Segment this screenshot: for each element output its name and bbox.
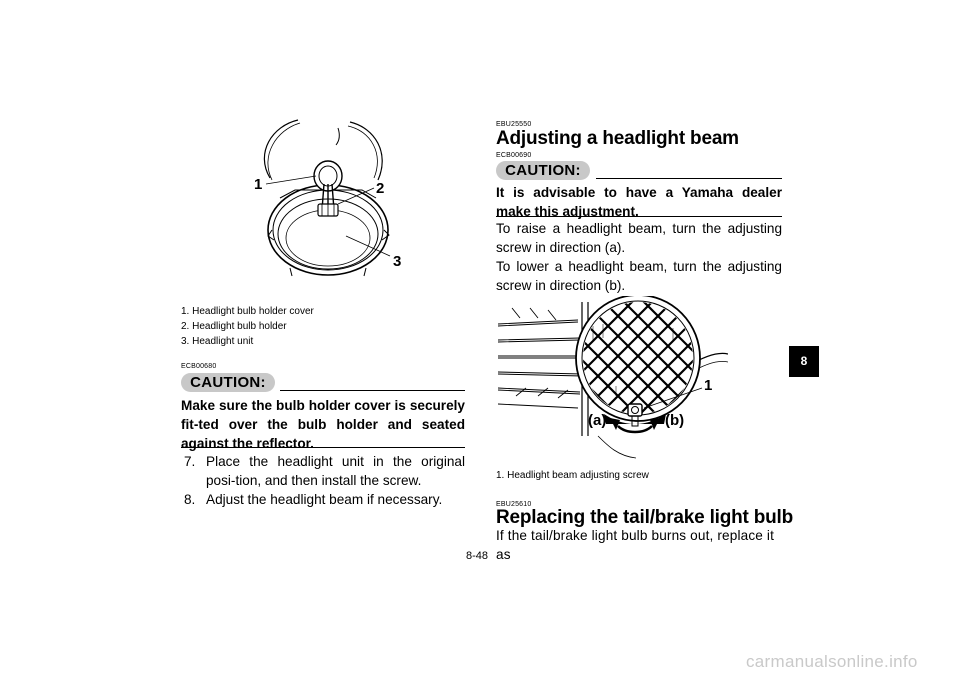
caution-text-right: It is advisable to have a Yamaha dealer make this adjustment. [496,185,782,219]
section1-paragraph-2: To lower a headlight beam, turn the adjusting screw in direction (b). [496,259,782,293]
caution-label-right: CAUTION: [496,161,590,180]
section1-paragraph-1: To raise a headlight beam, turn the adjusting screw in direction (a). [496,221,782,255]
caution-code-left: ECB00680 [181,363,217,370]
figure1-caption-1: 1. Headlight bulb holder cover [181,306,314,317]
chapter-tab[interactable]: 8 [789,346,819,377]
figure1-caption-3: 3. Headlight unit [181,336,254,347]
figure1-callout-2: 2 [376,180,385,197]
figure1-caption-2: 2. Headlight bulb holder [181,321,287,332]
caution-rule-top-left [280,390,465,391]
caution-rule-bottom-left [181,447,465,448]
step-8-text: Adjust the headlight beam if necessary. [206,492,443,507]
caution-rule-bottom-right [496,216,782,217]
caution-code-right: ECB00690 [496,152,532,159]
figure1-callout-1: 1 [254,176,263,193]
figure1-captions [181,304,461,349]
step-8 [184,490,465,509]
headlight-adjust-illustration [498,296,728,461]
section1-code: EBU25550 [496,121,532,128]
caution-label-left: CAUTION: [181,373,275,392]
section1-title: Adjusting a headlight beam [496,128,739,149]
figure2-caption: 1. Headlight beam adjusting screw [496,470,649,481]
page-number: 8-48 [466,550,489,562]
headlight-unit-illustration [250,118,410,293]
section2-code: EBU25610 [496,501,532,508]
step-7-text: Place the headlight unit in the original posi-tion, and then install the screw. [206,454,465,488]
direction-label-a: (a) [588,412,607,429]
section1-body [496,219,782,295]
section2-title: Replacing the tail/brake light bulb [496,507,794,528]
watermark: carmanualsonline.info [746,652,918,671]
caution-rule-top-right [596,178,782,179]
direction-label-b: (b) [665,412,685,429]
section2-text: If the tail/brake light bulb burns out, replace it as [496,528,775,562]
caution-text-left: Make sure the bulb holder cover is securely fit-ted over the bulb holder and seated against the reflector. [181,398,465,451]
figure2-callout-1: 1 [704,377,713,394]
step-7-number: 7. [184,454,196,469]
step-list [184,452,465,509]
step-8-number: 8. [184,492,196,507]
step-7 [184,452,465,490]
figure1-callout-3: 3 [393,253,402,270]
